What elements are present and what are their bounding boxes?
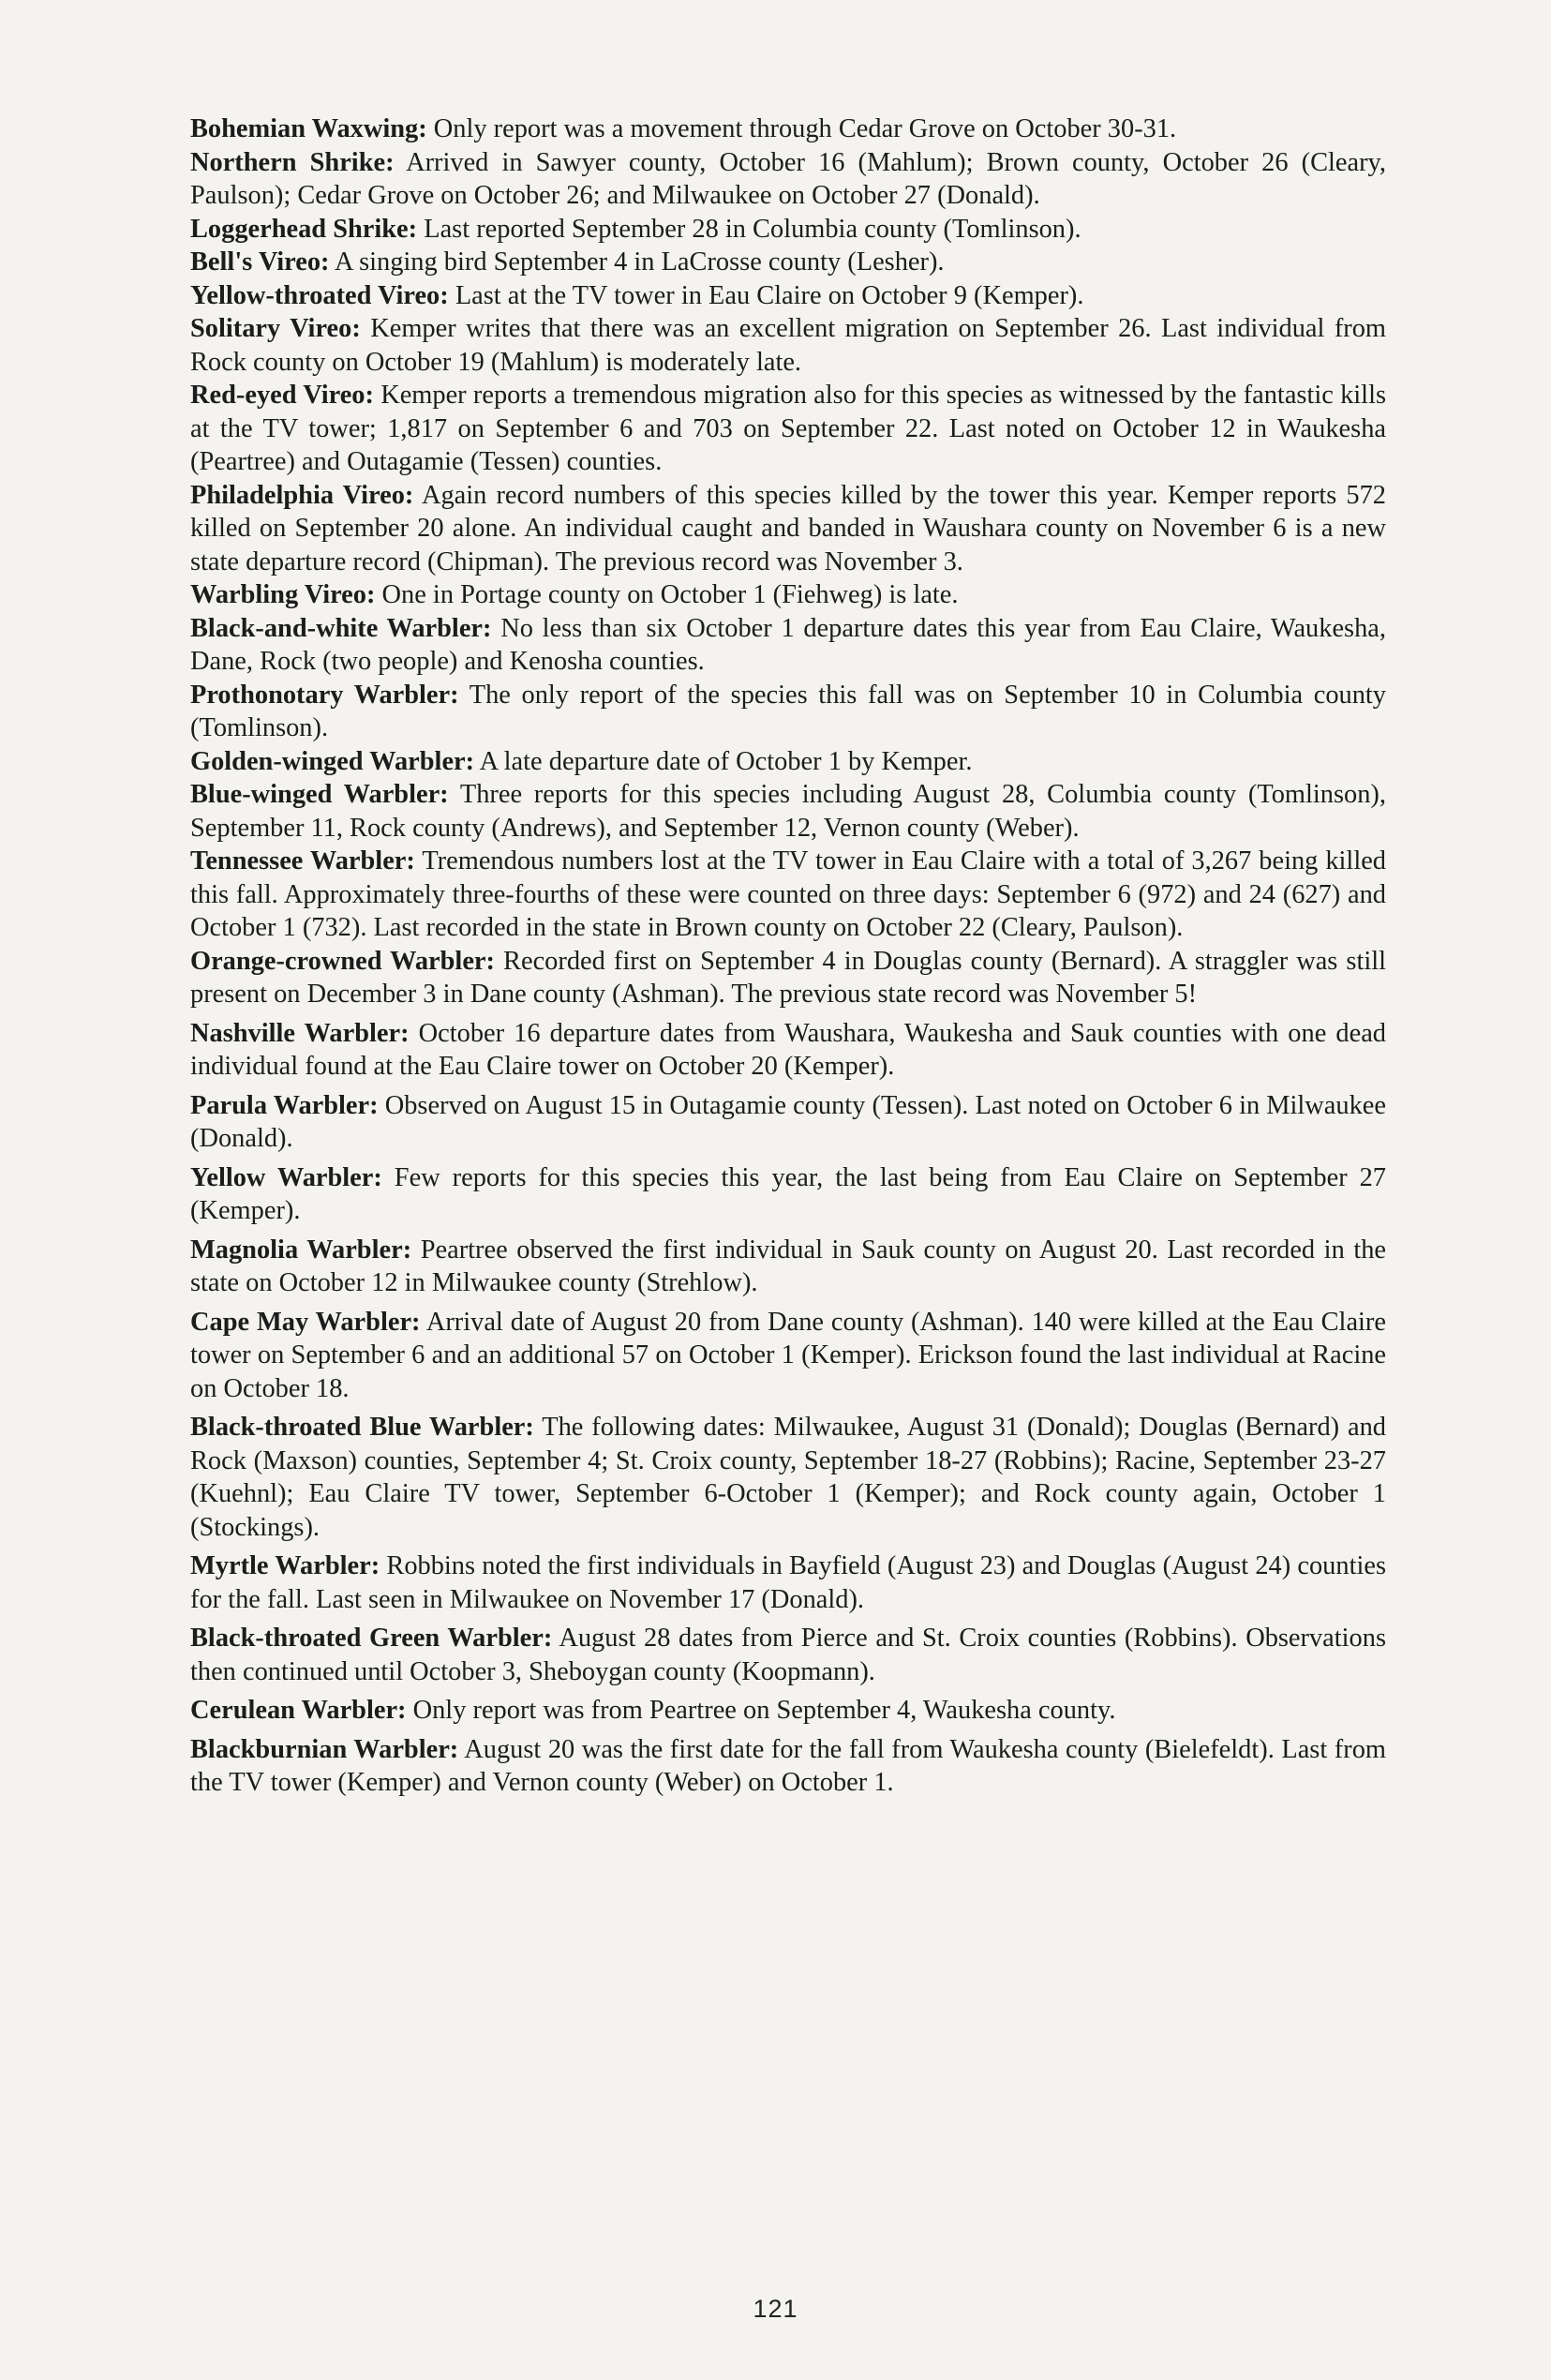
species-entry	[190, 1622, 1386, 1688]
species-entry	[190, 112, 1386, 146]
species-entry	[190, 745, 1386, 779]
species-text: The only report of the species this fall was on September 10 in Columbia county (Tomlinson).	[190, 680, 1386, 742]
species-text: Three reports for this species including August 28, Columbia county (Tomlinson), September 11, Rock county (Andrews), and September 12, Vernon county (Weber).	[190, 780, 1386, 843]
species-entry	[190, 213, 1386, 247]
species-text: A late departure date of October 1 by Kemper.	[474, 746, 973, 776]
species-entry	[190, 945, 1386, 1011]
species-name: Black-throated Blue Warbler:	[190, 1413, 534, 1442]
species-text: Tremendous numbers lost at the TV tower in Eau Claire with a total of 3,267 being killed this fall. Approximately three-fourths of these were counted on three days: September 6 (972) and 24 (627) and October 1 (732). Last recorded in the state in Brown county on October 22 (Cleary, Paulson).	[190, 846, 1387, 942]
species-name: Yellow Warbler:	[190, 1162, 382, 1192]
species-text: Arrival date of August 20 from Dane county (Ashman). 140 were killed at the Eau Claire tower on September 6 and an additional 57 on October 1 (Kemper). Erickson found the last individual at Racine on October 18.	[190, 1307, 1386, 1403]
species-text: The following dates: Milwaukee, August 31 (Donald); Douglas (Bernard) and Rock (Maxson) counties, September 4; St. Croix county, September 18-27 (Robbins); Racine, September 23-27 (Kuehnl); Eau Claire TV tower, September 6-October 1 (Kemper); and Rock county again, October 1 (Stockings).	[190, 1413, 1386, 1542]
species-name: Golden-winged Warbler:	[190, 746, 475, 776]
species-name: Cerulean Warbler:	[190, 1696, 407, 1725]
species-name: Yellow-throated Vireo:	[190, 280, 449, 310]
species-text: Arrived in Sawyer county, October 16 (Mahlum); Brown county, October 26 (Cleary, Paulson); Cedar Grove on October 26; and Milwaukee on October 27 (Donald).	[190, 147, 1387, 210]
species-text: August 20 was the first date for the fall from Waukesha county (Bielefeldt). Last from the TV tower (Kemper) and Vernon county (Weber) on October 1.	[190, 1734, 1386, 1797]
species-text: Few reports for this species this year, the last being from Eau Claire on September 27 (Kemper).	[190, 1162, 1386, 1225]
species-name: Loggerhead Shrike:	[190, 214, 418, 244]
species-name: Red-eyed Vireo:	[190, 381, 374, 410]
species-text: Only report was a movement through Cedar Grove on October 30-31.	[426, 114, 1177, 143]
species-name: Solitary Vireo:	[190, 314, 361, 343]
species-text: August 28 dates from Pierce and St. Croix counties (Robbins). Observations then continued until October 3, Sheboygan county (Koopmann).	[190, 1624, 1387, 1686]
species-entry	[190, 312, 1386, 379]
page-number: 121	[753, 2295, 798, 2323]
species-name: Bohemian Waxwing:	[190, 114, 427, 143]
species-text: No less than six October 1 departure dates this year from Eau Claire, Waukesha, Dane, Rock (two people) and Kenosha counties.	[190, 613, 1386, 676]
species-entry	[190, 246, 1386, 279]
species-entry	[190, 1234, 1386, 1300]
species-entry	[190, 778, 1386, 845]
species-text: Robbins noted the first individuals in Bayfield (August 23) and Douglas (August 24) counties for the fall. Last seen in Milwaukee on November 17 (Donald).	[190, 1551, 1386, 1614]
species-name: Nashville Warbler:	[190, 1018, 410, 1048]
species-name: Philadelphia Vireo:	[190, 480, 414, 510]
species-entry	[190, 1411, 1386, 1544]
species-entry	[190, 1089, 1386, 1156]
species-text: Kemper writes that there was an excellent migration on September 26. Last individual from Rock county on October 19 (Mahlum) is moderately late.	[190, 314, 1387, 377]
species-entry	[190, 679, 1386, 745]
species-entry	[190, 1733, 1386, 1800]
species-text: Recorded first on September 4 in Douglas county (Bernard). A straggler was still present on December 3 in Dane county (Ashman). The previous state record was November 5!	[190, 946, 1386, 1009]
species-entry	[190, 845, 1386, 945]
species-text: Observed on August 15 in Outagamie county (Tessen). Last noted on October 6 in Milwaukee (Donald).	[190, 1090, 1386, 1153]
species-text: Peartree observed the first individual in Sauk county on August 20. Last recorded in the state on October 12 in Milwaukee county (Strehlow).	[190, 1235, 1387, 1297]
species-entry	[190, 578, 1386, 612]
species-text: Only report was from Peartree on September 4, Waukesha county.	[406, 1696, 1116, 1725]
species-name: Warbling Vireo:	[190, 580, 376, 609]
species-text: Kemper reports a tremendous migration also for this species as witnessed by the fantastic kills at the TV tower; 1,817 on September 6 and 703 on September 22. Last noted on October 12 in Waukesha (Peartree) and Outagamie (Tessen) counties.	[190, 381, 1386, 476]
species-entry	[190, 479, 1386, 579]
species-text: October 16 departure dates from Waushara, Waukesha and Sauk counties with one dead individual found at the Eau Claire tower on October 20 (Kemper).	[190, 1018, 1386, 1081]
species-text: Again record numbers of this species killed by the tower this year. Kemper reports 572 killed on September 20 alone. An individual caught and banded in Waushara county on November 6 is a new state departure record (Chipman). The previous record was November 3.	[190, 480, 1386, 576]
species-name: Black-throated Green Warbler:	[190, 1624, 553, 1653]
species-name: Blackburnian Warbler:	[190, 1734, 459, 1764]
species-text: One in Portage county on October 1 (Fiehweg) is late.	[375, 580, 959, 609]
species-entry	[190, 1694, 1386, 1728]
species-entry	[190, 612, 1386, 679]
species-name: Magnolia Warbler:	[190, 1235, 412, 1265]
species-name: Bell's Vireo:	[190, 247, 330, 277]
species-entry	[190, 1161, 1386, 1228]
species-text: A singing bird September 4 in LaCrosse county (Lesher).	[329, 247, 945, 277]
species-name: Orange-crowned Warbler:	[190, 946, 495, 976]
species-name: Prothonotary Warbler:	[190, 680, 459, 710]
species-entry	[190, 1549, 1386, 1616]
species-name: Blue-winged Warbler:	[190, 780, 449, 809]
species-name: Parula Warbler:	[190, 1090, 379, 1120]
species-name: Cape May Warbler:	[190, 1307, 421, 1337]
species-name: Northern Shrike:	[190, 147, 395, 177]
species-name: Tennessee Warbler:	[190, 846, 415, 876]
species-entry	[190, 146, 1386, 213]
species-entry	[190, 1017, 1386, 1084]
species-name: Black-and-white Warbler:	[190, 613, 492, 643]
species-text: Last reported September 28 in Columbia county (Tomlinson).	[417, 214, 1081, 244]
species-text: Last at the TV tower in Eau Claire on October 9 (Kemper).	[448, 280, 1084, 310]
species-entry	[190, 379, 1386, 479]
species-name: Myrtle Warbler:	[190, 1551, 380, 1580]
species-accounts	[190, 112, 1386, 1800]
species-entry	[190, 279, 1386, 313]
species-entry	[190, 1306, 1386, 1406]
